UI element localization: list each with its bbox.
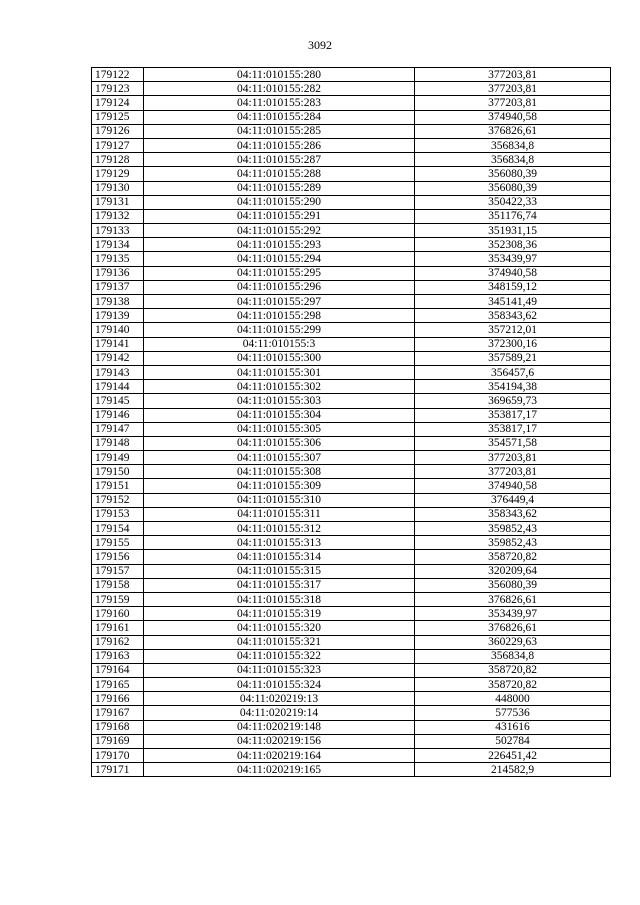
row-number-cell: 179132 bbox=[92, 209, 144, 223]
cadastral-value-cell: 448000 bbox=[415, 692, 611, 706]
row-number-cell: 179148 bbox=[92, 436, 144, 450]
cadastral-number-cell: 04:11:010155:311 bbox=[144, 507, 415, 521]
row-number-cell: 179131 bbox=[92, 195, 144, 209]
cadastral-value-cell: 214582,9 bbox=[415, 763, 611, 777]
cadastral-number-cell: 04:11:010155:289 bbox=[144, 181, 415, 195]
cadastral-number-cell: 04:11:010155:296 bbox=[144, 280, 415, 294]
table-row bbox=[92, 238, 611, 252]
cadastral-value-cell: 376826,61 bbox=[415, 592, 611, 606]
row-number-cell: 179140 bbox=[92, 323, 144, 337]
table-row bbox=[92, 138, 611, 152]
cadastral-number-cell: 04:11:010155:301 bbox=[144, 365, 415, 379]
row-number-cell: 179160 bbox=[92, 607, 144, 621]
cadastral-value-cell: 353439,97 bbox=[415, 252, 611, 266]
cadastral-number-cell: 04:11:010155:302 bbox=[144, 380, 415, 394]
cadastral-number-cell: 04:11:010155:285 bbox=[144, 124, 415, 138]
cadastral-value-cell: 431616 bbox=[415, 720, 611, 734]
row-number-cell: 179130 bbox=[92, 181, 144, 195]
table-row bbox=[92, 96, 611, 110]
cadastral-value-cell: 577536 bbox=[415, 706, 611, 720]
cadastral-value-cell: 350422,33 bbox=[415, 195, 611, 209]
table-row bbox=[92, 68, 611, 82]
table-body bbox=[92, 68, 611, 777]
table-row bbox=[92, 734, 611, 748]
cadastral-number-cell: 04:11:010155:293 bbox=[144, 238, 415, 252]
cadastral-number-cell: 04:11:010155:314 bbox=[144, 550, 415, 564]
cadastral-value-cell: 374940,58 bbox=[415, 110, 611, 124]
cadastral-value-cell: 374940,58 bbox=[415, 266, 611, 280]
table-row bbox=[92, 536, 611, 550]
cadastral-number-cell: 04:11:010155:291 bbox=[144, 209, 415, 223]
table-row bbox=[92, 351, 611, 365]
cadastral-value-table bbox=[91, 67, 611, 777]
cadastral-number-cell: 04:11:010155:303 bbox=[144, 394, 415, 408]
cadastral-number-cell: 04:11:020219:148 bbox=[144, 720, 415, 734]
cadastral-number-cell: 04:11:010155:324 bbox=[144, 678, 415, 692]
row-number-cell: 179164 bbox=[92, 663, 144, 677]
row-number-cell: 179147 bbox=[92, 422, 144, 436]
row-number-cell: 179163 bbox=[92, 649, 144, 663]
cadastral-value-cell: 353817,17 bbox=[415, 422, 611, 436]
cadastral-value-cell: 358720,82 bbox=[415, 550, 611, 564]
cadastral-value-cell: 358720,82 bbox=[415, 678, 611, 692]
cadastral-number-cell: 04:11:010155:299 bbox=[144, 323, 415, 337]
table-row bbox=[92, 181, 611, 195]
table-row bbox=[92, 493, 611, 507]
table-row bbox=[92, 280, 611, 294]
row-number-cell: 179162 bbox=[92, 635, 144, 649]
row-number-cell: 179134 bbox=[92, 238, 144, 252]
row-number-cell: 179146 bbox=[92, 408, 144, 422]
row-number-cell: 179145 bbox=[92, 394, 144, 408]
cadastral-value-cell: 360229,63 bbox=[415, 635, 611, 649]
row-number-cell: 179127 bbox=[92, 138, 144, 152]
row-number-cell: 179123 bbox=[92, 82, 144, 96]
cadastral-value-cell: 356457,6 bbox=[415, 365, 611, 379]
table-row bbox=[92, 749, 611, 763]
row-number-cell: 179124 bbox=[92, 96, 144, 110]
table-row bbox=[92, 678, 611, 692]
table-row bbox=[92, 195, 611, 209]
cadastral-value-cell: 502784 bbox=[415, 734, 611, 748]
row-number-cell: 179156 bbox=[92, 550, 144, 564]
row-number-cell: 179136 bbox=[92, 266, 144, 280]
cadastral-number-cell: 04:11:010155:310 bbox=[144, 493, 415, 507]
row-number-cell: 179165 bbox=[92, 678, 144, 692]
table-row bbox=[92, 592, 611, 606]
row-number-cell: 179170 bbox=[92, 749, 144, 763]
cadastral-value-cell: 356834,8 bbox=[415, 138, 611, 152]
cadastral-value-cell: 358343,62 bbox=[415, 507, 611, 521]
row-number-cell: 179128 bbox=[92, 153, 144, 167]
table-row bbox=[92, 309, 611, 323]
cadastral-value-cell: 359852,43 bbox=[415, 536, 611, 550]
cadastral-number-cell: 04:11:010155:290 bbox=[144, 195, 415, 209]
table-row bbox=[92, 323, 611, 337]
cadastral-number-cell: 04:11:020219:14 bbox=[144, 706, 415, 720]
table-row bbox=[92, 266, 611, 280]
table-row bbox=[92, 564, 611, 578]
cadastral-value-cell: 377203,81 bbox=[415, 68, 611, 82]
cadastral-number-cell: 04:11:010155:323 bbox=[144, 663, 415, 677]
row-number-cell: 179143 bbox=[92, 365, 144, 379]
cadastral-number-cell: 04:11:010155:295 bbox=[144, 266, 415, 280]
cadastral-value-cell: 377203,81 bbox=[415, 465, 611, 479]
row-number-cell: 179149 bbox=[92, 451, 144, 465]
cadastral-number-cell: 04:11:010155:297 bbox=[144, 295, 415, 309]
cadastral-number-cell: 04:11:010155:322 bbox=[144, 649, 415, 663]
table-row bbox=[92, 465, 611, 479]
cadastral-number-cell: 04:11:010155:304 bbox=[144, 408, 415, 422]
table-row bbox=[92, 110, 611, 124]
table-row bbox=[92, 380, 611, 394]
row-number-cell: 179138 bbox=[92, 295, 144, 309]
cadastral-value-cell: 356080,39 bbox=[415, 578, 611, 592]
row-number-cell: 179151 bbox=[92, 479, 144, 493]
table-row bbox=[92, 153, 611, 167]
cadastral-value-cell: 358720,82 bbox=[415, 663, 611, 677]
row-number-cell: 179139 bbox=[92, 309, 144, 323]
cadastral-number-cell: 04:11:020219:156 bbox=[144, 734, 415, 748]
cadastral-value-cell: 357212,01 bbox=[415, 323, 611, 337]
row-number-cell: 179137 bbox=[92, 280, 144, 294]
cadastral-number-cell: 04:11:010155:292 bbox=[144, 224, 415, 238]
table-row bbox=[92, 365, 611, 379]
cadastral-number-cell: 04:11:010155:308 bbox=[144, 465, 415, 479]
row-number-cell: 179158 bbox=[92, 578, 144, 592]
row-number-cell: 179152 bbox=[92, 493, 144, 507]
cadastral-number-cell: 04:11:010155:298 bbox=[144, 309, 415, 323]
cadastral-number-cell: 04:11:010155:280 bbox=[144, 68, 415, 82]
row-number-cell: 179135 bbox=[92, 252, 144, 266]
cadastral-value-cell: 354194,38 bbox=[415, 380, 611, 394]
table-row bbox=[92, 252, 611, 266]
cadastral-value-cell: 374940,58 bbox=[415, 479, 611, 493]
row-number-cell: 179125 bbox=[92, 110, 144, 124]
cadastral-number-cell: 04:11:010155:315 bbox=[144, 564, 415, 578]
cadastral-number-cell: 04:11:010155:284 bbox=[144, 110, 415, 124]
table-row bbox=[92, 692, 611, 706]
cadastral-number-cell: 04:11:010155:321 bbox=[144, 635, 415, 649]
table-row bbox=[92, 451, 611, 465]
cadastral-number-cell: 04:11:010155:305 bbox=[144, 422, 415, 436]
cadastral-value-cell: 358343,62 bbox=[415, 309, 611, 323]
page-number: 3092 bbox=[308, 38, 332, 52]
cadastral-number-cell: 04:11:010155:309 bbox=[144, 479, 415, 493]
cadastral-number-cell: 04:11:010155:307 bbox=[144, 451, 415, 465]
cadastral-number-cell: 04:11:010155:318 bbox=[144, 592, 415, 606]
cadastral-number-cell: 04:11:010155:283 bbox=[144, 96, 415, 110]
row-number-cell: 179141 bbox=[92, 337, 144, 351]
row-number-cell: 179126 bbox=[92, 124, 144, 138]
row-number-cell: 179161 bbox=[92, 621, 144, 635]
cadastral-value-cell: 353817,17 bbox=[415, 408, 611, 422]
row-number-cell: 179150 bbox=[92, 465, 144, 479]
cadastral-value-cell: 356834,8 bbox=[415, 649, 611, 663]
cadastral-number-cell: 04:11:020219:164 bbox=[144, 749, 415, 763]
row-number-cell: 179129 bbox=[92, 167, 144, 181]
cadastral-number-cell: 04:11:010155:317 bbox=[144, 578, 415, 592]
cadastral-value-cell: 345141,49 bbox=[415, 295, 611, 309]
row-number-cell: 179167 bbox=[92, 706, 144, 720]
cadastral-number-cell: 04:11:010155:300 bbox=[144, 351, 415, 365]
cadastral-number-cell: 04:11:010155:306 bbox=[144, 436, 415, 450]
cadastral-number-cell: 04:11:010155:294 bbox=[144, 252, 415, 266]
cadastral-value-cell: 376449,4 bbox=[415, 493, 611, 507]
cadastral-value-cell: 351176,74 bbox=[415, 209, 611, 223]
cadastral-value-cell: 376826,61 bbox=[415, 124, 611, 138]
row-number-cell: 179159 bbox=[92, 592, 144, 606]
row-number-cell: 179168 bbox=[92, 720, 144, 734]
table-row bbox=[92, 408, 611, 422]
row-number-cell: 179122 bbox=[92, 68, 144, 82]
row-number-cell: 179133 bbox=[92, 224, 144, 238]
cadastral-value-cell: 356080,39 bbox=[415, 167, 611, 181]
table-row bbox=[92, 124, 611, 138]
cadastral-value-cell: 226451,42 bbox=[415, 749, 611, 763]
table-row bbox=[92, 635, 611, 649]
cadastral-number-cell: 04:11:020219:165 bbox=[144, 763, 415, 777]
row-number-cell: 179166 bbox=[92, 692, 144, 706]
row-number-cell: 179144 bbox=[92, 380, 144, 394]
cadastral-number-cell: 04:11:010155:312 bbox=[144, 522, 415, 536]
cadastral-value-cell: 369659,73 bbox=[415, 394, 611, 408]
cadastral-value-cell: 352308,36 bbox=[415, 238, 611, 252]
table-row bbox=[92, 578, 611, 592]
cadastral-number-cell: 04:11:010155:288 bbox=[144, 167, 415, 181]
cadastral-number-cell: 04:11:010155:320 bbox=[144, 621, 415, 635]
table-row bbox=[92, 663, 611, 677]
row-number-cell: 179155 bbox=[92, 536, 144, 550]
cadastral-value-cell: 377203,81 bbox=[415, 82, 611, 96]
table-row bbox=[92, 607, 611, 621]
cadastral-number-cell: 04:11:010155:282 bbox=[144, 82, 415, 96]
table-row bbox=[92, 167, 611, 181]
table-row bbox=[92, 763, 611, 777]
table-row bbox=[92, 394, 611, 408]
cadastral-value-cell: 354571,58 bbox=[415, 436, 611, 450]
table-row bbox=[92, 550, 611, 564]
table-row bbox=[92, 209, 611, 223]
table-row bbox=[92, 507, 611, 521]
cadastral-number-cell: 04:11:010155:3 bbox=[144, 337, 415, 351]
cadastral-number-cell: 04:11:010155:313 bbox=[144, 536, 415, 550]
row-number-cell: 179142 bbox=[92, 351, 144, 365]
cadastral-value-cell: 372300,16 bbox=[415, 337, 611, 351]
table-row bbox=[92, 422, 611, 436]
table-row bbox=[92, 82, 611, 96]
table-row bbox=[92, 479, 611, 493]
cadastral-value-cell: 376826,61 bbox=[415, 621, 611, 635]
cadastral-number-cell: 04:11:010155:319 bbox=[144, 607, 415, 621]
cadastral-value-cell: 377203,81 bbox=[415, 96, 611, 110]
table-row bbox=[92, 706, 611, 720]
cadastral-number-cell: 04:11:020219:13 bbox=[144, 692, 415, 706]
cadastral-number-cell: 04:11:010155:287 bbox=[144, 153, 415, 167]
cadastral-value-cell: 320209,64 bbox=[415, 564, 611, 578]
table-row bbox=[92, 522, 611, 536]
table-row bbox=[92, 436, 611, 450]
cadastral-value-cell: 377203,81 bbox=[415, 451, 611, 465]
table-row bbox=[92, 720, 611, 734]
cadastral-value-cell: 348159,12 bbox=[415, 280, 611, 294]
row-number-cell: 179157 bbox=[92, 564, 144, 578]
table-row bbox=[92, 649, 611, 663]
table-row bbox=[92, 621, 611, 635]
cadastral-value-cell: 357589,21 bbox=[415, 351, 611, 365]
cadastral-value-cell: 353439,97 bbox=[415, 607, 611, 621]
cadastral-value-cell: 356834,8 bbox=[415, 153, 611, 167]
row-number-cell: 179153 bbox=[92, 507, 144, 521]
row-number-cell: 179169 bbox=[92, 734, 144, 748]
table-row bbox=[92, 295, 611, 309]
row-number-cell: 179171 bbox=[92, 763, 144, 777]
cadastral-value-cell: 351931,15 bbox=[415, 224, 611, 238]
cadastral-value-cell: 359852,43 bbox=[415, 522, 611, 536]
table-row bbox=[92, 224, 611, 238]
cadastral-value-cell: 356080,39 bbox=[415, 181, 611, 195]
table-row bbox=[92, 337, 611, 351]
cadastral-number-cell: 04:11:010155:286 bbox=[144, 138, 415, 152]
row-number-cell: 179154 bbox=[92, 522, 144, 536]
